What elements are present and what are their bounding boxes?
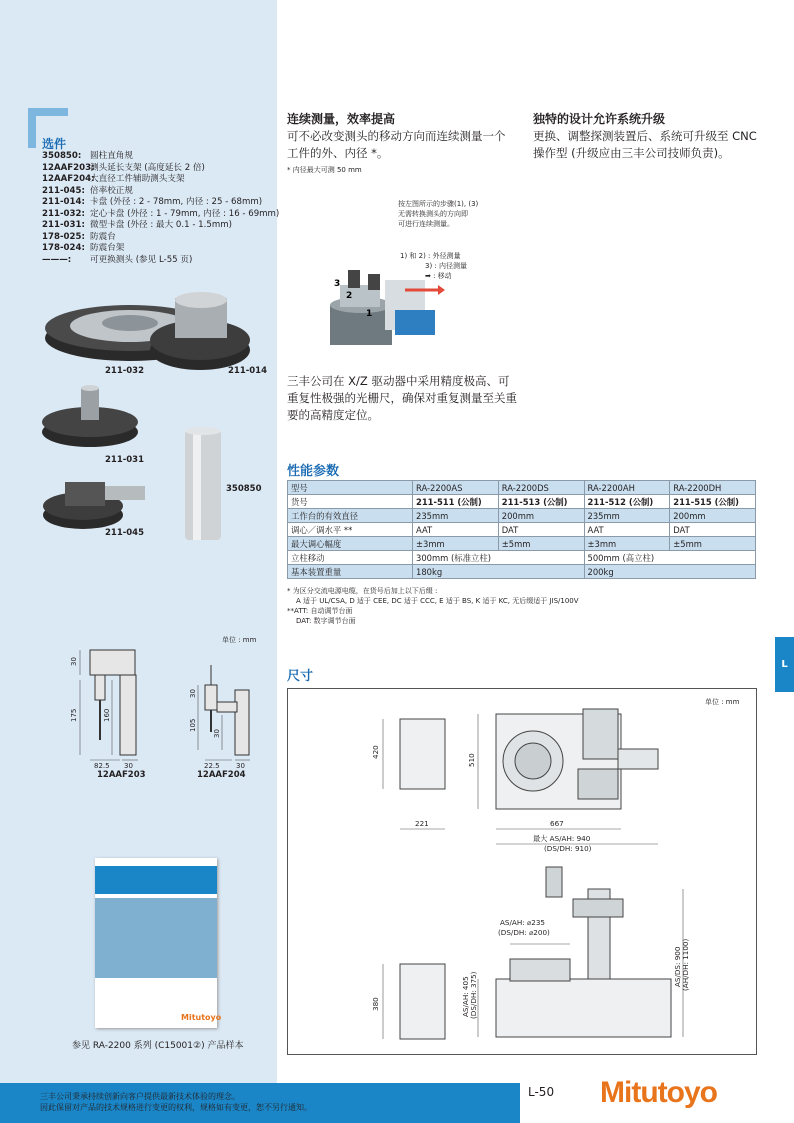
option-code: ———: xyxy=(42,254,72,265)
spec-cell: 180kg xyxy=(413,565,585,579)
dim-940: 最大 AS/AH: 940 xyxy=(533,834,591,843)
label-211-014: 211-014 xyxy=(228,366,268,376)
label-211-032: 211-032 xyxy=(105,366,145,376)
dim-unit: 单位 : mm xyxy=(705,698,740,706)
dimension-drawings xyxy=(288,689,756,1054)
b-dim-4: 30 xyxy=(236,762,245,770)
option-code: 211-031: xyxy=(42,220,85,230)
option-item xyxy=(42,232,116,243)
option-item xyxy=(42,163,205,174)
legend-0: 1) 和 2) : 外径测量 xyxy=(400,252,461,260)
option-desc: 圆柱直角规 xyxy=(90,151,133,161)
dim-510: 510 xyxy=(467,753,476,767)
spec-cell: 立柱移动 xyxy=(288,551,413,565)
chuck-211-014-icon xyxy=(150,292,250,370)
dim-375: (DS/DH: 375) xyxy=(469,971,478,1019)
brochure-brand: Mitutoyo xyxy=(181,1013,222,1022)
page-number: L-50 xyxy=(528,1085,555,1099)
top-box xyxy=(400,719,445,789)
spec-cell: 300mm (标准立柱) xyxy=(413,551,585,565)
dim-420: 420 xyxy=(371,745,380,759)
corner-bracket-icon-v xyxy=(28,108,36,148)
spec-cell: 211-515 (公制) xyxy=(670,495,756,509)
dim-910: (DS/DH: 910) xyxy=(544,844,592,853)
a-dim-0: 30 xyxy=(70,657,78,666)
brochure-photo xyxy=(95,898,217,978)
dim-405: AS/AH: 405 xyxy=(461,976,470,1017)
label-211-031: 211-031 xyxy=(105,455,145,465)
specs-title: 性能参数 xyxy=(287,464,340,479)
option-item xyxy=(42,255,192,266)
b-dim-0: 30 xyxy=(189,689,197,698)
bracket-unit: 单位 : mm xyxy=(222,636,257,644)
mitutoyo-logo: Mitutoyo xyxy=(600,1076,717,1109)
spec-row xyxy=(288,565,756,579)
spec-cell: RA-2200AS xyxy=(413,481,499,495)
option-item xyxy=(42,186,133,197)
b-dim-1: 105 xyxy=(189,718,197,732)
spec-cell: RA-2200DS xyxy=(498,481,584,495)
option-desc: 倍率校正规 xyxy=(90,185,133,196)
upgrade-body: 更换、调整探测装置后、系统可升级至 CNC 操作型 (升级应由三丰公司技师负责)。 xyxy=(533,129,757,160)
spec-row xyxy=(288,551,756,565)
footer-line1: 三丰公司秉承持续创新向客户提供最新技术体验的理念。 xyxy=(40,1092,240,1101)
spec-cell: ±3mm xyxy=(584,537,670,551)
continuous-note: * 内径最大可测 50 mm xyxy=(287,166,362,174)
accessory-illustrations xyxy=(35,290,275,550)
brochure-thumbnail[interactable] xyxy=(95,858,222,1028)
spec-row xyxy=(288,509,756,523)
bracket-drawings xyxy=(60,640,260,770)
option-desc: 测头延长支架 (高度延长 2 倍) xyxy=(90,162,205,173)
spec-cell: 235mm xyxy=(413,509,499,523)
brochure-caption: 参见 RA-2200 系列 (C15001②) 产品样本 xyxy=(72,1041,244,1051)
option-desc: 卡盘 (外径 : 2 - 78mm, 内径 : 25 - 68mm) xyxy=(90,197,263,207)
option-item xyxy=(42,174,185,185)
legend-2: ➡ : 移动 xyxy=(425,272,452,280)
dimensions-title: 尺寸 xyxy=(287,669,314,684)
dim-235: AS/AH: ⌀235 xyxy=(500,918,545,927)
front-box xyxy=(400,964,445,1039)
spec-cell: 211-512 (公制) xyxy=(584,495,670,509)
option-code: 211-032: xyxy=(42,208,85,219)
front-base xyxy=(496,979,671,1037)
a-dim-2: 160 xyxy=(103,708,111,722)
gauge-211-045-icon xyxy=(43,482,145,529)
spec-row xyxy=(288,495,756,509)
a-dim-4: 30 xyxy=(124,762,133,770)
dim-221: 221 xyxy=(415,819,429,828)
spec-cell: 211-513 (公制) xyxy=(498,495,584,509)
spec-cell: DAT xyxy=(670,523,756,537)
option-item xyxy=(42,220,232,231)
dim-900: AS/DS: 900 xyxy=(673,946,682,987)
option-item xyxy=(42,209,279,220)
spec-row xyxy=(288,537,756,551)
option-desc: 防震台架 xyxy=(90,243,125,253)
dim-200: (DS/DH: ⌀200) xyxy=(498,928,550,937)
label-12aaf203: 12AAF203 xyxy=(97,770,146,780)
spec-row xyxy=(288,481,756,495)
spec-cell: 200mm xyxy=(670,509,756,523)
continuous-measurement-diagram xyxy=(320,230,445,350)
spec-cell: 调心／调水平 ** xyxy=(288,523,413,537)
spec-cell: 货号 xyxy=(288,495,413,509)
spec-cell: AAT xyxy=(584,523,670,537)
step-1: 1 xyxy=(366,309,373,319)
option-code: 12AAF203: xyxy=(42,162,95,173)
continuous-body: 可不必改变测头的移动方向而连续测量一个工件的外、内径 *。 xyxy=(287,129,506,160)
option-code: 12AAF204: xyxy=(42,174,95,184)
spec-cell: AAT xyxy=(413,523,499,537)
b-dim-3: 22.5 xyxy=(204,762,220,770)
spec-cell: 最大调心幅度 xyxy=(288,537,413,551)
option-code: 350850: xyxy=(42,151,82,161)
spec-note: * 为区分交流电源电缆，在货号后加上以下后缀 : xyxy=(287,587,438,595)
spec-cell: 500mm (高立柱) xyxy=(584,551,756,565)
option-desc: 大直径工件辅助测头支架 xyxy=(90,174,185,184)
option-desc: 微型卡盘 (外径 : 最大 0.1 - 1.5mm) xyxy=(90,220,232,230)
side-tab[interactable]: L xyxy=(775,637,794,692)
drive-body: 三丰公司在 X/Z 驱动器中采用精度极高、可重复性极强的光栅尺，确保对重复测量至关重要的高精度定位。 xyxy=(287,374,517,422)
spec-note: A 适于 UL/CSA, D 适于 CEE, DC 适于 CCC, E 适于 BS, K 适于 KC, 无后缀适于 JIS/100V xyxy=(296,597,579,605)
spec-cell: DAT xyxy=(498,523,584,537)
option-code: 211-045: xyxy=(42,185,85,196)
spec-cell: RA-2200DH xyxy=(670,481,756,495)
spec-table xyxy=(287,480,756,579)
legend-1: 3) : 内径测量 xyxy=(425,262,467,270)
spec-row xyxy=(288,523,756,537)
option-code: 211-014: xyxy=(42,197,85,207)
option-code: 178-025: xyxy=(42,231,85,242)
a-dim-3: 82.5 xyxy=(94,762,110,770)
spec-cell: ±3mm xyxy=(413,537,499,551)
spec-cell: RA-2200AH xyxy=(584,481,670,495)
option-desc: 定心卡盘 (外径 : 1 - 79mm, 内径 : 16 - 69mm) xyxy=(90,208,280,219)
spec-cell: 211-511 (公制) xyxy=(413,495,499,509)
diagram-note-1: 无需转换测头的方向即 xyxy=(398,210,468,218)
options-title: 选件 xyxy=(42,137,67,151)
footer-line2: 因此保留对产品的技术规格进行变更的权利，规格如有变更，恕不另行通知。 xyxy=(40,1103,312,1112)
spec-cell: 型号 xyxy=(288,481,413,495)
spec-cell: 基本装置重量 xyxy=(288,565,413,579)
diagram-note-2: 可进行连续测量。 xyxy=(398,220,454,228)
dim-380: 380 xyxy=(371,997,380,1011)
spec-cell: ±5mm xyxy=(670,537,756,551)
cylinder-square-350850-icon xyxy=(185,427,221,540)
spec-cell: 200kg xyxy=(584,565,756,579)
dim-1100: (AH/DH: 1100) xyxy=(681,938,690,991)
label-211-045: 211-045 xyxy=(105,528,145,538)
continuous-title: 连续测量，效率提高 xyxy=(287,112,396,126)
upgrade-title: 独特的设计允许系统升级 xyxy=(533,112,666,126)
option-code: 178-024: xyxy=(42,243,85,253)
spec-note: DAT: 数字调节台面 xyxy=(296,617,356,625)
b-dim-2: 30 xyxy=(213,729,221,738)
spec-cell: 235mm xyxy=(584,509,670,523)
diagram-note-0: 按左图所示的步骤(1), (3) xyxy=(398,200,479,208)
option-item xyxy=(42,151,133,162)
label-12aaf204: 12AAF204 xyxy=(197,770,246,780)
option-desc: 可更换测头 (参见 L-55 页) xyxy=(90,254,193,265)
dim-667: 667 xyxy=(550,819,564,828)
step-2: 2 xyxy=(346,291,353,301)
a-dim-1: 175 xyxy=(70,708,78,722)
step-3: 3 xyxy=(334,279,341,289)
label-350850: 350850 xyxy=(226,484,262,494)
micro-chuck-211-031-icon xyxy=(42,385,138,447)
option-desc: 防震台 xyxy=(90,231,116,242)
option-item xyxy=(42,243,124,254)
spec-cell: 工作台的有效直径 xyxy=(288,509,413,523)
brochure-header-band xyxy=(95,866,217,894)
spec-note: **ATT: 自动调节台面 xyxy=(287,607,353,615)
spec-cell: 200mm xyxy=(498,509,584,523)
spec-cell: ±5mm xyxy=(498,537,584,551)
option-item xyxy=(42,197,262,208)
